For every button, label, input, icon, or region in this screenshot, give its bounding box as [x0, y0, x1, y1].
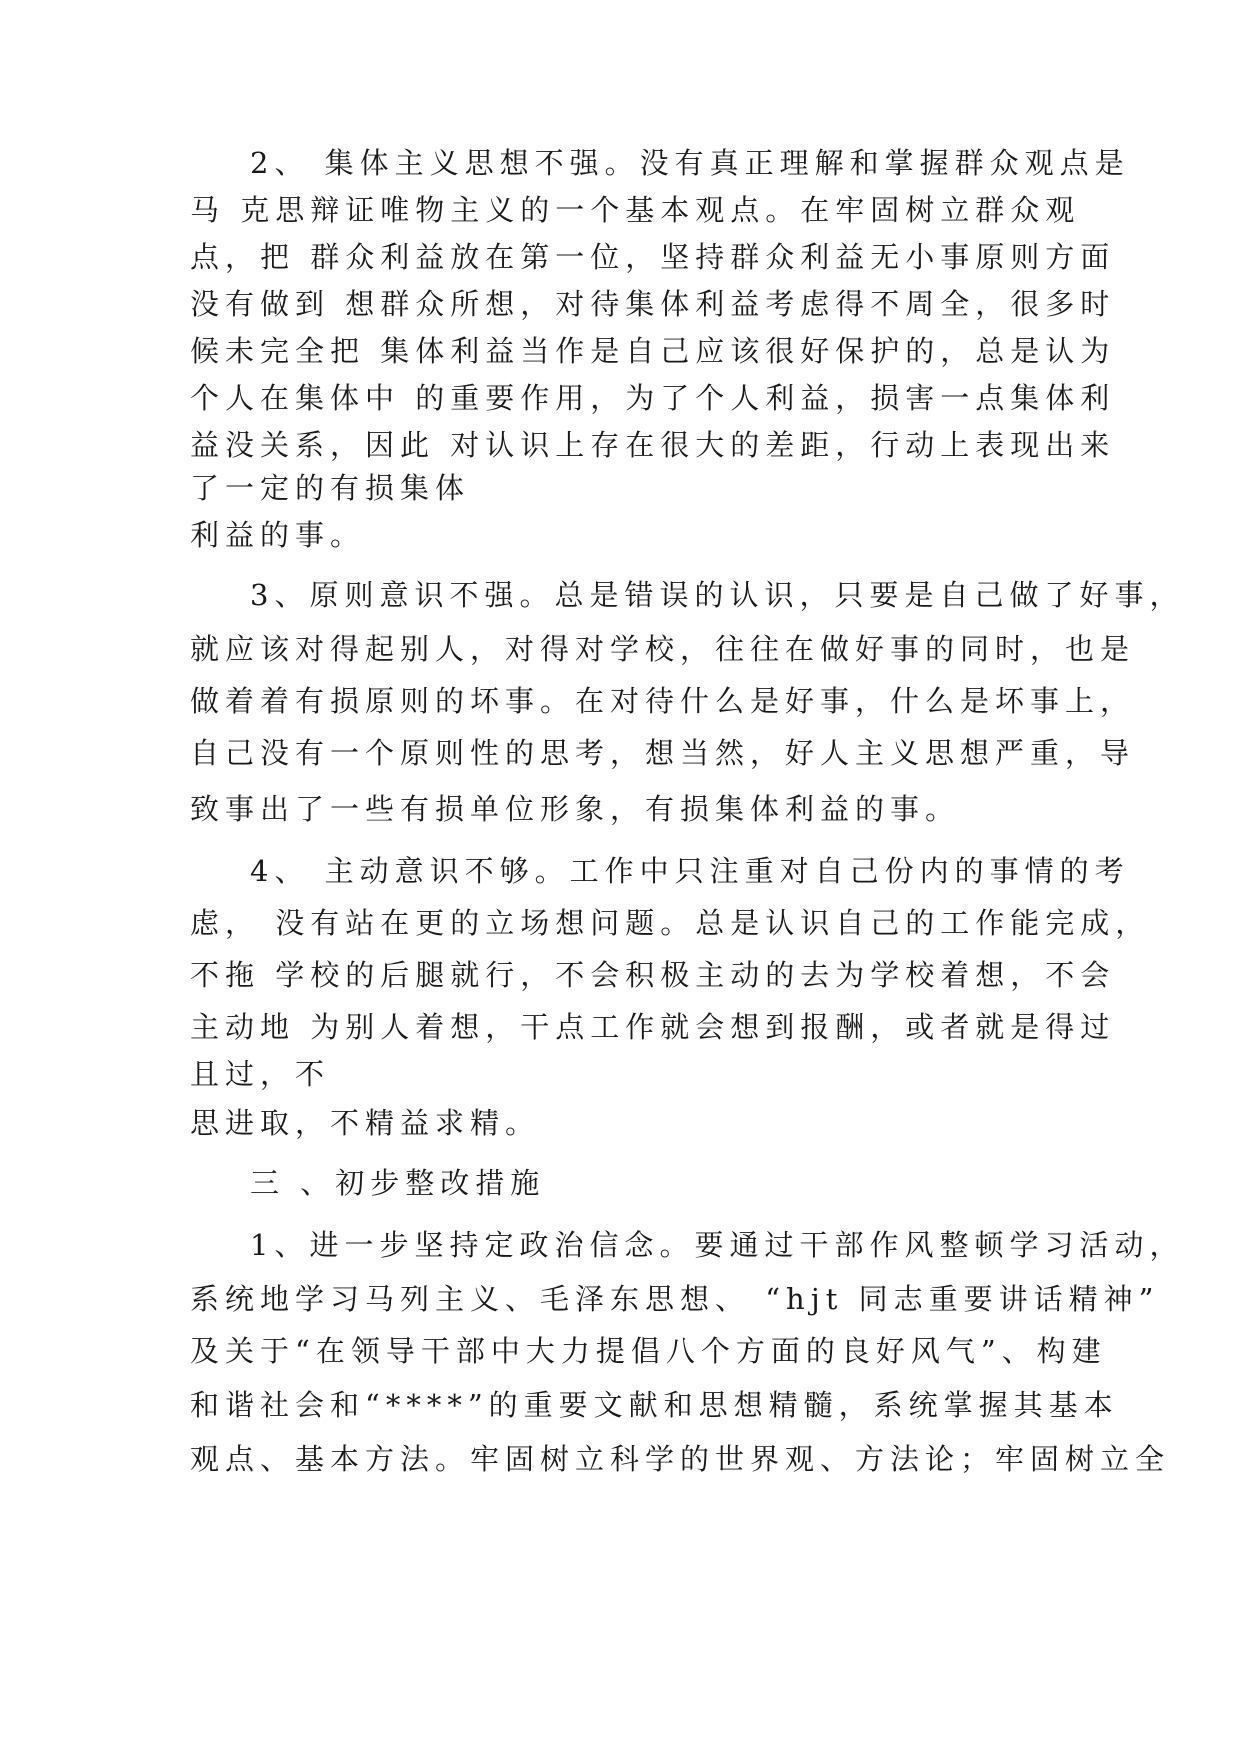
- text-line: 虑， 没有站在更的立场想问题。总是认识自己的工作能完成，: [190, 906, 1151, 940]
- text-line: 没有做到 想群众所想，对待集体利益考虑得不周全，很多时: [190, 287, 1116, 321]
- text-line: 观点、基本方法。牢固树立科学的世界观、方法论；牢固树立全: [190, 1442, 1171, 1476]
- text-line: 致事出了一些有损单位形象，有损集体利益的事。: [190, 792, 961, 826]
- text-line: 思进取，不精益求精。: [190, 1106, 541, 1140]
- text-line: 系统地学习马列主义、毛泽东思想、 “hjt 同志重要讲话精神”: [190, 1282, 1160, 1316]
- text-line: 2、 集体主义思想不强。没有真正理解和掌握群众观点是: [250, 146, 1130, 180]
- text-line: 就应该对得起别人，对得对学校，往往在做好事的同时，也是: [190, 632, 1136, 666]
- text-line: 利益的事。: [190, 518, 366, 552]
- text-line: 4、 主动意识不够。工作中只注重对自己份内的事情的考: [250, 854, 1130, 888]
- text-line: 做着着有损原则的坏事。在对待什么是好事，什么是坏事上，: [190, 684, 1136, 718]
- text-line: 主动地 为别人着想，干点工作就会想到报酬，或者就是得过: [190, 1010, 1116, 1044]
- text-line: 1、进一步坚持定政治信念。要通过干部作风整顿学习活动，: [250, 1228, 1185, 1262]
- text-line: 不拖 学校的后腿就行，不会积极主动的去为学校着想，不会: [190, 958, 1116, 992]
- text-line: 及关于“在领导干部中大力提倡八个方面的良好风气”、构建: [190, 1334, 1107, 1368]
- text-line: 3、原则意识不强。总是错误的认识，只要是自己做了好事，: [250, 578, 1185, 612]
- text-line: 点，把 群众利益放在第一位，坚持群众利益无小事原则方面: [190, 240, 1116, 274]
- text-line: 马 克思辩证唯物主义的一个基本观点。在牢固树立群众观: [190, 193, 1081, 227]
- text-line: 且过，不: [190, 1057, 331, 1091]
- text-line: 和谐社会和“****”的重要文献和思想精髓，系统掌握其基本: [190, 1388, 1119, 1422]
- section-heading: 三 、初步整改措施: [250, 1166, 546, 1200]
- text-line: 益没关系，因此 对认识上存在很大的差距，行动上表现出来: [190, 428, 1116, 462]
- text-line: 候未完全把 集体利益当作是自己应该很好保护的，总是认为: [190, 334, 1116, 368]
- text-line: 了一定的有损集体: [190, 471, 471, 505]
- text-line: 个人在集体中 的重要作用，为了个人利益，损害一点集体利: [190, 381, 1116, 415]
- text-line: 自己没有一个原则性的思考，想当然，好人主义思想严重，导: [190, 736, 1136, 770]
